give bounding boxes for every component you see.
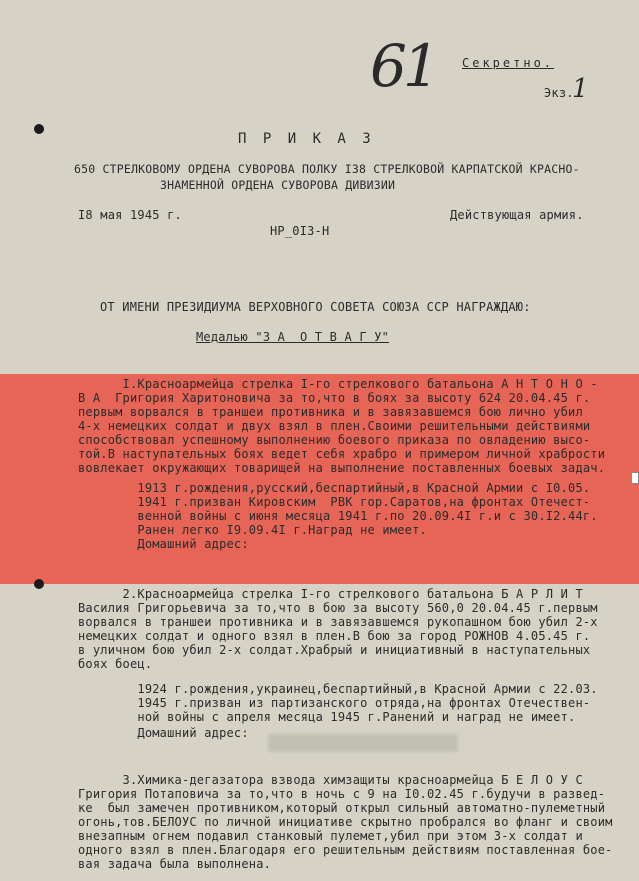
entry-line: вая задача была выполнена. (78, 857, 272, 871)
unit-line-2: ЗНАМЕННОЙ ОРДЕНА СУВОРОВА ДИВИЗИИ (160, 178, 396, 192)
army-label: Действующая армия. (450, 208, 584, 222)
entry-line: I.Красноармейца стрелка I-го стрелкового батальона А Н Т О Н О - (78, 377, 598, 391)
entry-line: внезапным огнем подавил станковый пулемет,убил при этом 3-х солдат и (78, 829, 583, 843)
secret-stamp: Секретно. (462, 56, 555, 70)
entry-line: Домашний адрес: (78, 537, 249, 551)
entry-line: той.В наступательных боях ведет себя храбро и примером личной храбрости (78, 447, 606, 461)
entry-line: огонь,тов.БЕЛОУС по личной инициативе скрытно пробрался во фланг и своим (78, 815, 613, 829)
entry-line: 4-х немецких солдат и двух взял в плен.Своими решительными действиями (78, 419, 591, 433)
entry-line: в уличном бою убил 2-х солдат.Храбрый и инициативный в наступательных (78, 643, 591, 657)
medal-name: Медалью "З А О Т В А Г У" (196, 330, 390, 344)
entry-line: 3.Химика-дегазатора взвода химзащиты красноармейца Б Е Л О У С (78, 773, 583, 787)
entry-line: ворвался в траншеи противника и в завязавшемся рукопашном бою убил 2-х (78, 615, 598, 629)
order-number: НР_0I3-Н (270, 224, 330, 238)
entry-line: Григория Потаповича за то,что в ночь с 9 на I0.02.45 г.будучи в развед- (78, 787, 606, 801)
entry-line: первым ворвался в траншеи противника и в завязавшемся бою лично убил (78, 405, 583, 419)
entry-line: 1913 г.рождения,русский,беспартийный,в Красной Армии с I0.05. (78, 481, 591, 495)
punch-hole (34, 124, 44, 134)
order-date: I8 мая 1945 г. (78, 208, 182, 222)
entry-line: способствовал успешному выполнению боевого приказа по овладению высо- (78, 433, 591, 447)
copy-number: 1 (572, 74, 589, 104)
copy-label: Экз. (544, 86, 574, 100)
entry-line: венной войны с июня месяца 1941 г.по 20.09.4I г.и с 30.I2.44г. (78, 509, 598, 523)
entry-line: одного взял в плен.Благодаря его решительным действиям поставленная бое- (78, 843, 613, 857)
entry-line: ке был замечен противником,который открыл сильный автоматно-пулеметный (78, 801, 606, 815)
redacted-address (268, 734, 458, 752)
order-title: П Р И К А З (238, 131, 375, 147)
entry-line: боях боец. (78, 657, 153, 671)
entry-line: В А Григория Харитоновича за то,что в боях за высоту 624 20.04.45 г. (78, 391, 591, 405)
scroll-marker (631, 472, 639, 484)
handwritten-page-number: 61 (370, 32, 436, 100)
entry-line: 1945 г.призван из партизанского отряда,на фронтах Отечествен- (78, 696, 591, 710)
award-line: ОТ ИМЕНИ ПРЕЗИДИУМА ВЕРХОВНОГО СОВЕТА СОЮЗА ССР НАГРАЖДАЮ: (100, 300, 531, 314)
entry-line: 1924 г.рождения,украинец,беспартийный,в Красной Армии с 22.03. (78, 682, 598, 696)
entry-line: ной войны с апреля месяца 1945 г.Ранений и наград не имеет. (78, 710, 576, 724)
entry-line: Домашний адрес: (78, 726, 249, 740)
punch-hole (34, 579, 44, 589)
entry-line: 1941 г.призван Кировским РВК гор.Саратов,на фронтах Отечест- (78, 495, 591, 509)
unit-line-1: 650 СТРЕЛКОВОМУ ОРДЕНА СУВОРОВА ПОЛКУ I38 СТРЕЛКОВОЙ КАРПАТСКОЙ КРАСНО- (74, 162, 580, 176)
entry-line: 2.Красноармейца стрелка I-го стрелкового батальона Б А Р Л И Т (78, 587, 583, 601)
entry-line: Ранен легко I9.09.4I г.Наград не имеет. (78, 523, 427, 537)
entry-line: вовлекает окружающих товарищей на выполнение поставленных боевых задач. (78, 461, 606, 475)
entry-line: немецких солдат и одного взял в плен.В бою за город РОЖНОВ 4.05.45 г. (78, 629, 591, 643)
entry-line: Василия Григорьевича за то,что в бою за высоту 560,0 20.04.45 г.первым (78, 601, 598, 615)
